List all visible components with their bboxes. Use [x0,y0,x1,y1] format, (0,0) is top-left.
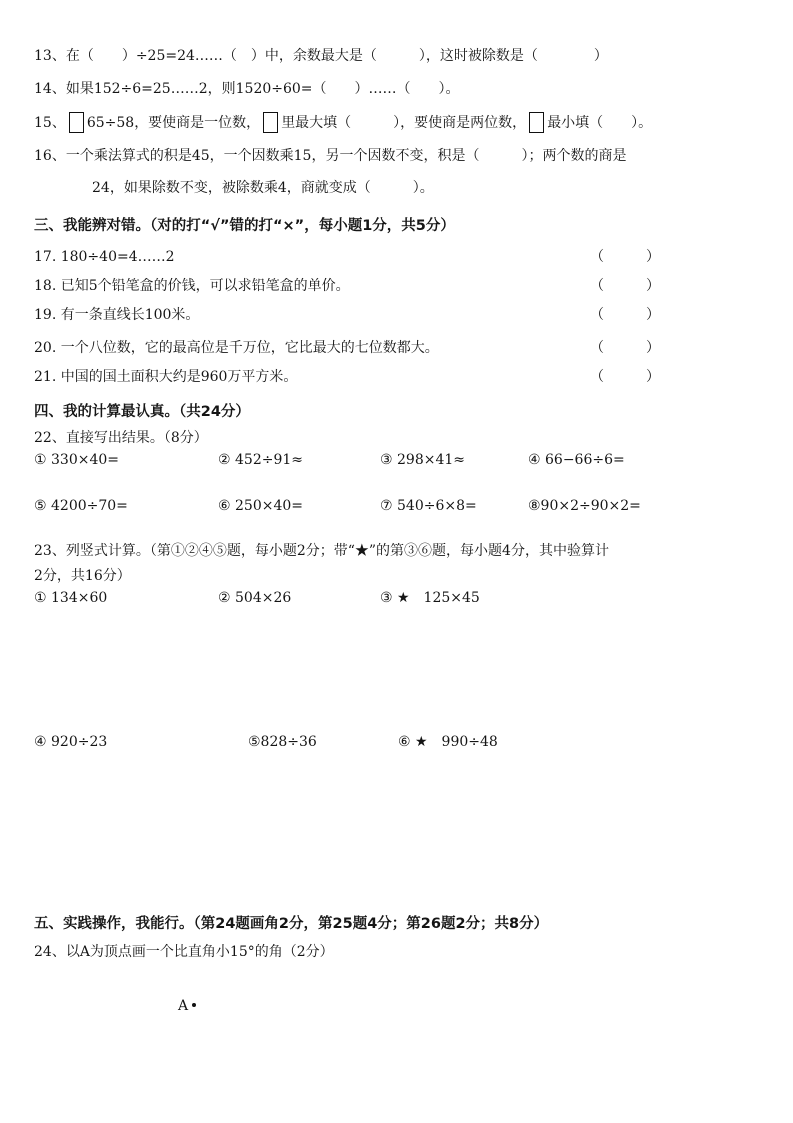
judge-blank-17[interactable]: （ ） [590,249,660,265]
answer-box[interactable] [529,112,544,133]
question-15-part1: 65÷58，要使商是一位数， [86,115,261,131]
question-15 [34,112,652,133]
question-23-line1: 23、列竖式计算。（第①②④⑤题，每小题2分；带“★”的第③⑥题，每小题4分，其中验算计 [34,543,609,559]
question-23-line2: 2分，共16分） [34,568,131,584]
section-5-heading: 五、实践操作，我能行。（第24题画角2分，第25题4分；第26题2分；共8分） [34,916,549,932]
vertex-dot-icon [192,1003,196,1007]
question-15-part3: 最小填（ ）。 [547,115,653,131]
judge-item-20: 20. 一个八位数，它的最高位是千万位，它比最大的七位数都大。 [34,340,439,356]
vertex-label: A [178,998,189,1014]
judge-item-17: 17. 180÷40=4……2 [34,249,175,265]
judge-blank-20[interactable]: （ ） [590,340,660,356]
judge-item-21: 21. 中国的国土面积大约是960万平方米。 [34,369,298,385]
calc-22-3: ③ 298×41≈ [380,452,465,468]
judge-item-19: 19. 有一条直线长100米。 [34,307,200,323]
vertical-calc-2: ② 504×26 [218,590,292,606]
question-16-line1: 16、一个乘法算式的积是45，一个因数乘15，另一个因数不变，积是（ ）；两个数的商是 [34,148,627,164]
section-4-heading: 四、我的计算最认真。（共24分） [34,404,250,420]
question-16-line2: 24，如果除数不变，被除数乘4，商就变成（ ）。 [92,180,434,196]
question-15-number: 15、 [34,115,66,131]
answer-box[interactable] [263,112,278,133]
vertical-calc-5: ⑤828÷36 [248,734,317,750]
question-24: 24、以A为顶点画一个比直角小15°的角（2分） [34,944,334,960]
calc-22-1: ① 330×40= [34,452,119,468]
calc-22-2: ② 452÷91≈ [218,452,303,468]
vertical-calc-1: ① 134×60 [34,590,108,606]
vertical-calc-4: ④ 920÷23 [34,734,108,750]
judge-item-18: 18. 已知5个铅笔盒的价钱，可以求铅笔盒的单价。 [34,278,350,294]
vertical-calc-6: ⑥ ★ 990÷48 [398,734,498,750]
calc-22-4: ④ 66−66÷6= [528,452,625,468]
question-13: 13、在（ ）÷25=24……（ ）中，余数最大是（ ），这时被除数是（ ） [34,48,608,64]
calc-22-6: ⑥ 250×40= [218,498,303,514]
judge-blank-21[interactable]: （ ） [590,369,660,385]
question-22-title: 22、直接写出结果。（8分） [34,430,208,446]
judge-blank-19[interactable]: （ ） [590,307,660,323]
answer-box[interactable] [69,112,84,133]
question-14: 14、如果152÷6=25……2，则1520÷60=（ ）……（ ）。 [34,81,460,97]
calc-22-5: ⑤ 4200÷70= [34,498,128,514]
vertical-calc-3: ③ ★ 125×45 [380,590,480,606]
calc-22-7: ⑦ 540÷6×8= [380,498,477,514]
section-3-heading: 三、我能辨对错。（对的打“√”错的打“×”，每小题1分，共5分） [34,218,455,234]
judge-blank-18[interactable]: （ ） [590,278,660,294]
calc-22-8: ⑧90×2÷90×2= [528,498,641,514]
question-15-part2: 里最大填（ ），要使商是两位数， [281,115,527,131]
vertex-point [178,996,196,1016]
